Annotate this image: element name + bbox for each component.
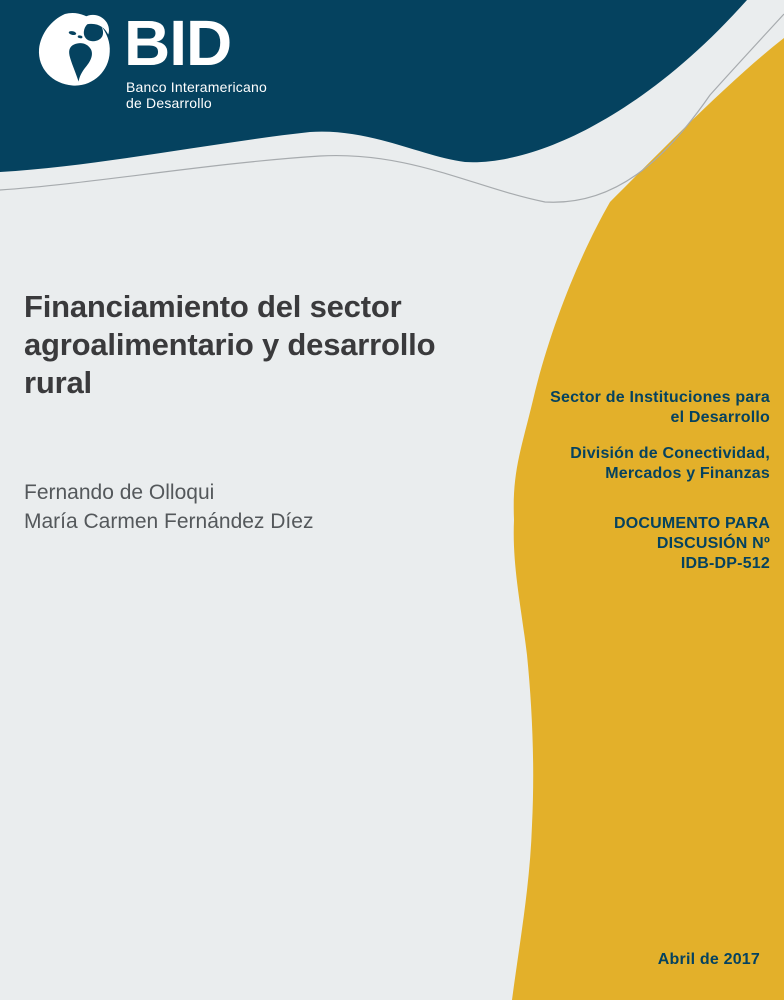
title-line: agroalimentario y desarrollo bbox=[24, 327, 436, 362]
authors bbox=[24, 478, 444, 536]
brand-header bbox=[36, 7, 436, 131]
brand-tagline-line: Banco Interamericano bbox=[126, 79, 267, 95]
brand-tagline-line: de Desarrollo bbox=[126, 95, 212, 111]
title-line: rural bbox=[24, 365, 92, 400]
brand-tagline bbox=[126, 79, 267, 111]
sidebar-info bbox=[470, 388, 770, 590]
publication-date: Abril de 2017 bbox=[657, 951, 760, 968]
bid-logo-icon bbox=[36, 11, 112, 87]
author-name: Fernando de Olloqui bbox=[24, 481, 215, 504]
sector-label: Sector de Instituciones para el Desarrollo bbox=[550, 389, 770, 426]
document-number-label: DOCUMENTO PARA DISCUSIÓN Nº IDB-DP-512 bbox=[614, 515, 770, 572]
brand-name: BID bbox=[124, 7, 232, 79]
title-line: Financiamiento del sector bbox=[24, 289, 402, 324]
author-name: María Carmen Fernández Díez bbox=[24, 510, 314, 533]
page-title bbox=[24, 288, 504, 402]
division-label: División de Conectividad, Mercados y Finanzas bbox=[570, 445, 770, 482]
